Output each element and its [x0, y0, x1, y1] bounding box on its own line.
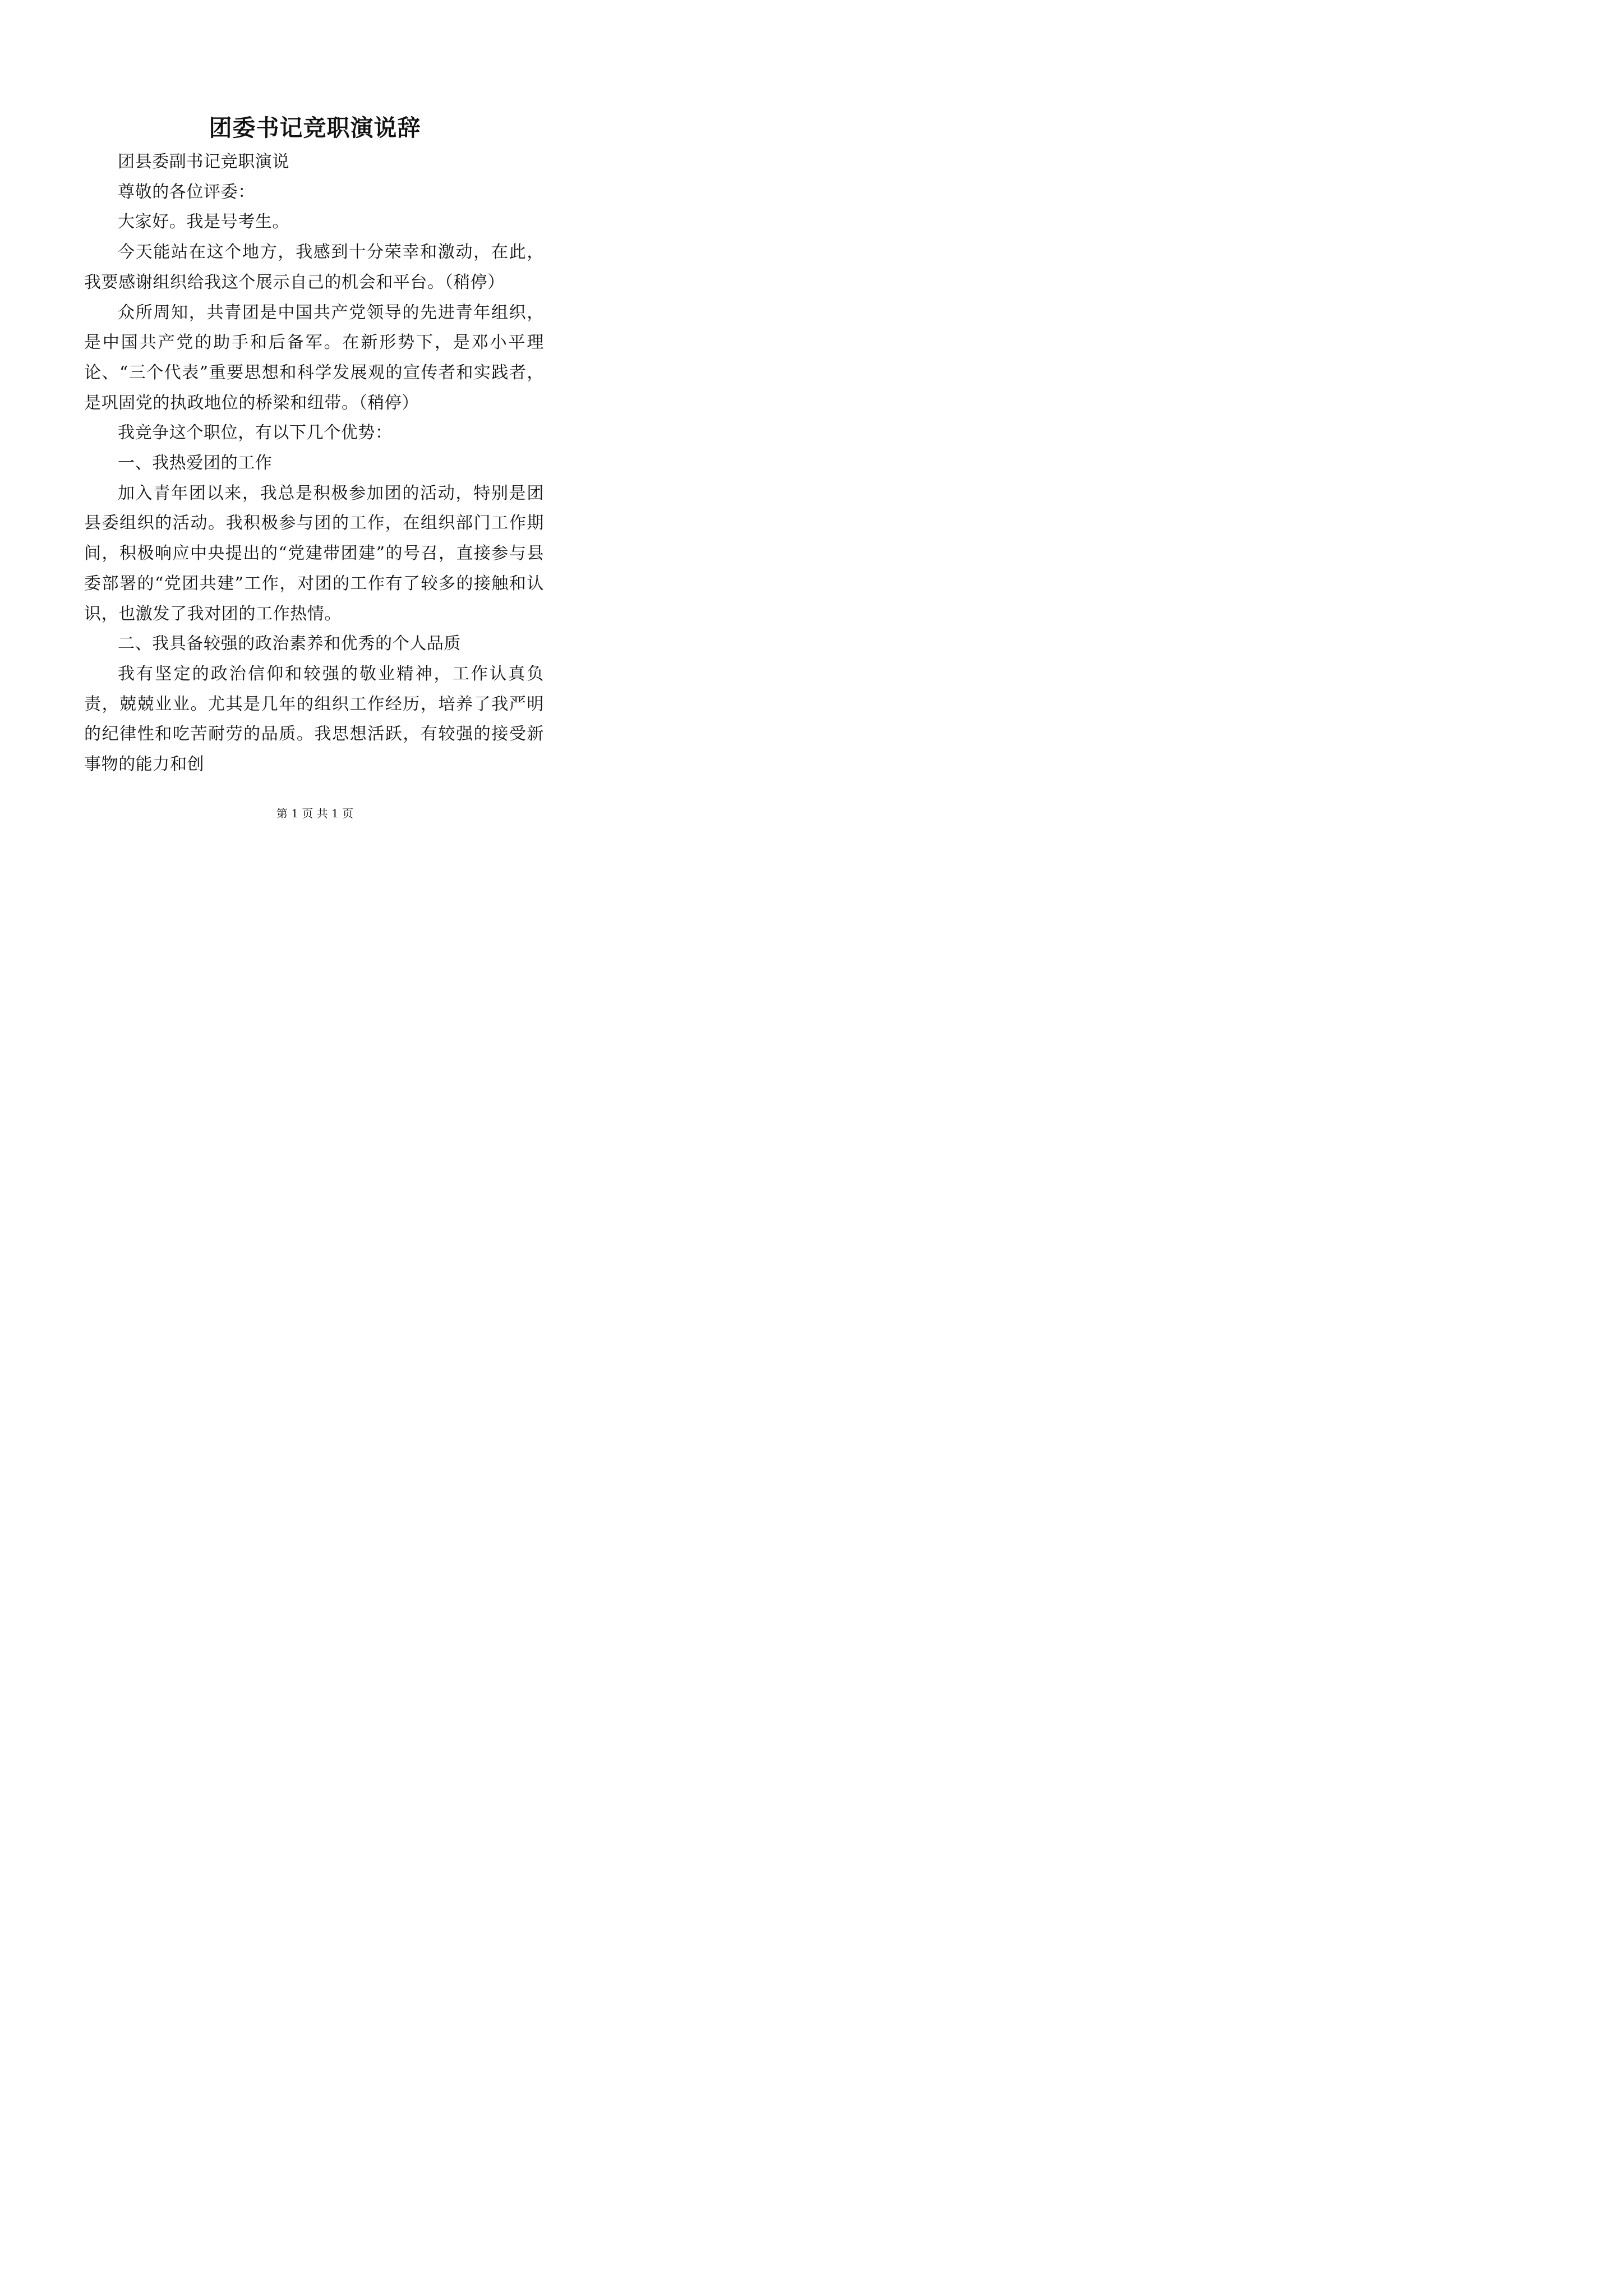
- paragraph: 我竞争这个职位，有以下几个优势：: [118, 423, 393, 443]
- paragraph-subtitle: 团县委副书记竞职演说: [118, 152, 289, 172]
- section-heading: 一、我热爱团的工作: [118, 453, 273, 473]
- document-title: 团委书记竞职演说辞: [209, 114, 421, 141]
- paragraph-greeting: 大家好。我是号考生。: [118, 212, 289, 232]
- section-heading: 二、我具备较强的政治素养和优秀的个人品质: [118, 634, 461, 654]
- paragraph: 众所周知，共青团是中国共产党领导的先进青年组织，是中国共产党的助手和后备军。在新形势下，是邓小平理论、“三个代表”重要思想和科学发展观的宣传者和实践者，是巩固党的执政地位的桥梁和纽带。（稍停）: [84, 302, 544, 413]
- paragraph: 我有坚定的政治信仰和较强的敬业精神，工作认真负责，兢兢业业。尤其是几年的组织工作经历，培养了我严明的纪律性和吃苦耐劳的品质。我思想活跃，有较强的接受新事物的能力和创: [84, 664, 544, 775]
- paragraph: 加入青年团以来，我总是积极参加团的活动，特别是团县委组织的活动。我积极参与团的工作，在组织部门工作期间，积极响应中央提出的“党建带团建”的号召，直接参与县委部署的“党团共建”工作，对团的工作有了较多的接触和认识，也激发了我对团的工作热情。: [84, 483, 544, 624]
- page-footer: 第 1 页 共 1 页: [276, 807, 354, 820]
- paragraph: 今天能站在这个地方，我感到十分荣幸和激动，在此，我要感谢组织给我这个展示自己的机会和平台。（稍停）: [84, 242, 544, 292]
- paragraph-salutation: 尊敬的各位评委：: [118, 182, 255, 202]
- document-page: [0, 0, 630, 891]
- document-body: [84, 147, 544, 780]
